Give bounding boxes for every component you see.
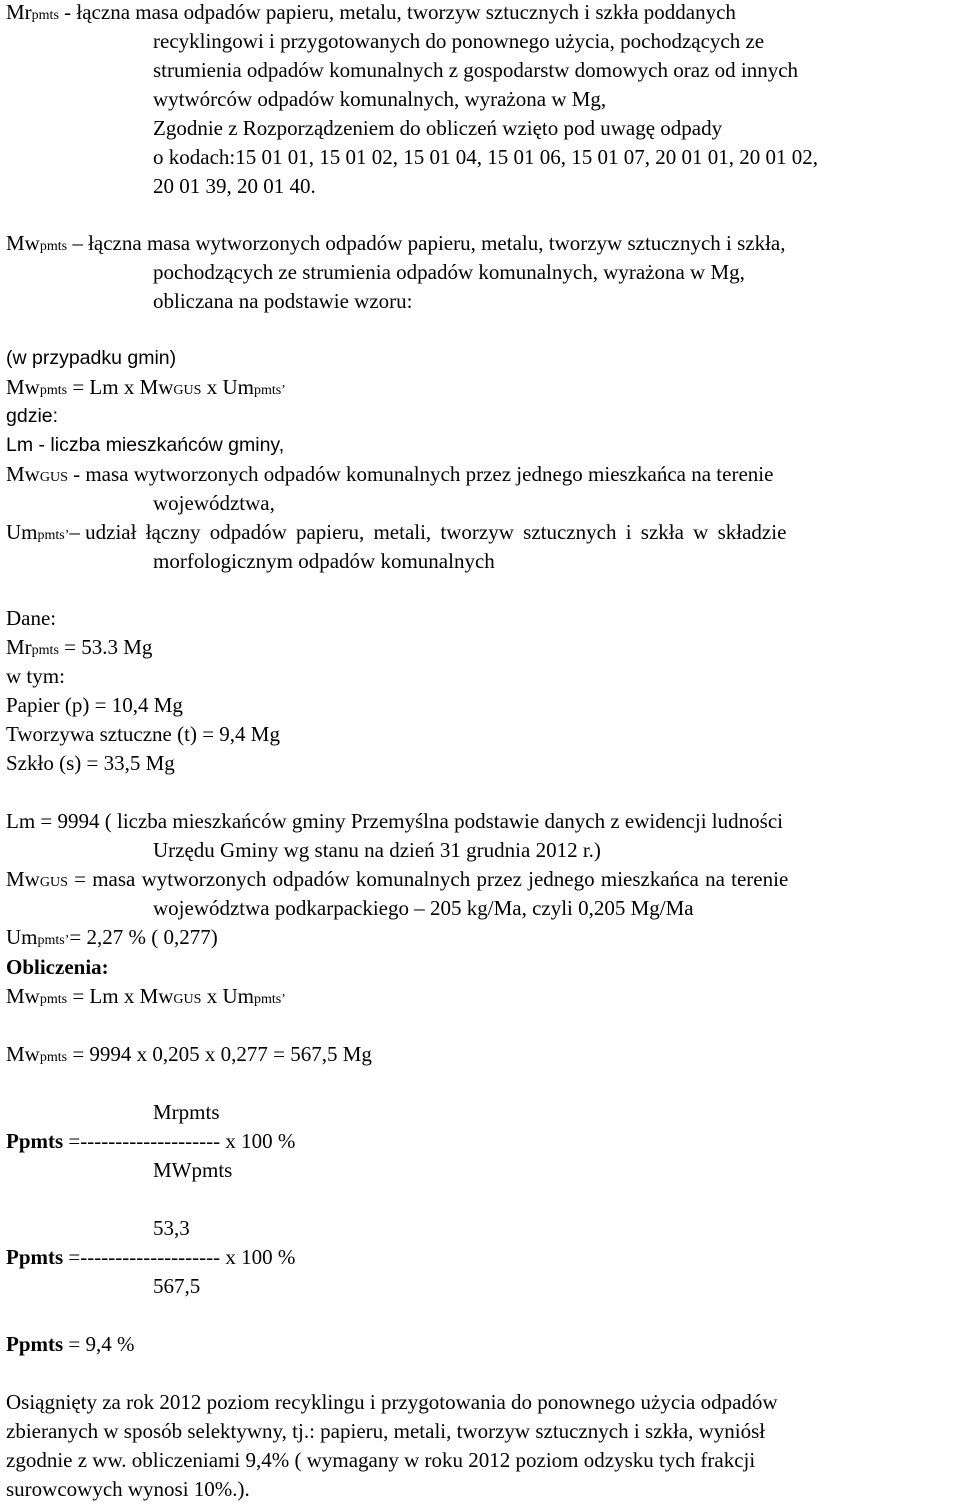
calc-formula	[6, 982, 286, 1014]
um-line-value: = 2,27 % ( 0,277)	[69, 925, 218, 949]
calc-result-value: = 9994 x 0,205 x 0,277 = 567,5 Mg	[67, 1042, 372, 1066]
def-mw-line-3: obliczana na podstawie wzoru:	[153, 289, 413, 313]
mwgus-text: - masa wytworzonych odpadów komunalnych przez jednego mieszkańca na terenie	[67, 462, 774, 486]
formula-mw: Mw	[6, 375, 40, 399]
um-line-sub: pmts’	[37, 933, 70, 948]
mwgus-symbol: Mw	[6, 462, 40, 486]
given-including: w tym:	[6, 664, 65, 688]
mw-subscript: pmts	[39, 239, 68, 254]
calc-result-mw: Mw	[6, 1042, 40, 1066]
case-label: (w przypadku gmin)	[6, 347, 177, 369]
lm-definition: Lm - liczba mieszkańców gminy,	[6, 434, 285, 456]
def-mr-line	[6, 0, 736, 30]
given-plastic: Tworzywa sztuczne (t) = 9,4 Mg	[6, 722, 280, 746]
mr-subscript: pmts	[31, 8, 59, 23]
final-label: Ppmts	[6, 1332, 64, 1356]
formula-gus-sub: GUS	[173, 383, 202, 398]
lm-line-cont: Urzędu Gminy wg stanu na dzień 31 grudnia 2012 r.)	[153, 838, 601, 862]
mw-dash: –	[72, 231, 83, 255]
given-mr-value: = 53.3 Mg	[58, 635, 153, 659]
um-symbol: Um	[6, 520, 38, 544]
frac2-line	[6, 1243, 295, 1272]
mr-definition: - łączna masa odpadów papieru, metalu, tworzyw sztucznych i szkła poddanych	[58, 0, 736, 24]
mw-definition: łączna masa wytworzonych odpadów papieru, metalu, tworzyw sztucznych i szkła,	[82, 231, 786, 255]
calc-result	[6, 1040, 372, 1072]
frac1-denominator: MWpmts	[153, 1158, 233, 1182]
formula-lm: = Lm x Mw	[67, 375, 174, 399]
frac1-bar: =-------------------- x 100 %	[63, 1129, 296, 1153]
calc-title-text: Obliczenia:	[6, 955, 109, 979]
mwgus-line-symbol: Mw	[6, 867, 40, 891]
given-title: Dane:	[6, 606, 57, 630]
frac2-label: Ppmts	[6, 1245, 64, 1269]
mwgus-definition	[6, 460, 773, 492]
given-mr-symbol: Mr	[6, 635, 32, 659]
mwgus-line-cont: województwa podkarpackiego – 205 kg/Ma, czyli 0,205 Mg/Ma	[153, 896, 694, 920]
frac1-numerator: Mrpmts	[153, 1100, 220, 1124]
where-label: gdzie:	[6, 405, 59, 427]
mr-symbol: Mr	[6, 0, 32, 24]
mwgus-line-sub: GUS	[39, 875, 68, 890]
mw-symbol: Mw	[6, 231, 40, 255]
um-line	[6, 923, 218, 955]
calc-result-sub: pmts	[39, 1050, 68, 1065]
mwgus-definition-cont: województwa,	[153, 491, 275, 515]
final-value: = 9,4 %	[63, 1332, 135, 1356]
mwgus-line	[6, 865, 788, 897]
frac1-line	[6, 1127, 295, 1156]
mwgus-line-text: = masa wytworzonych odpadów komunalnych przez jednego mieszkańca na terenie	[67, 867, 789, 891]
conclusion-line-1: Osiągnięty za rok 2012 poziom recyklingu i przygotowania do ponownego użycia odpadów	[6, 1390, 778, 1414]
mwgus-sub: GUS	[39, 470, 68, 485]
calc-formula-lm: = Lm x Mw	[67, 984, 174, 1008]
frac2-denominator: 567,5	[153, 1274, 201, 1298]
given-mr	[6, 633, 152, 665]
calc-formula-um: x Um	[201, 984, 254, 1008]
calc-formula-um-sub: pmts’	[253, 992, 286, 1007]
def-mr-line-4: wytwórców odpadów komunalnych, wyrażona w Mg,	[153, 87, 607, 111]
conclusion-line-4: surowcowych wynosi 10%.).	[6, 1477, 250, 1501]
frac2-bar: =-------------------- x 100 %	[63, 1245, 296, 1269]
def-mr-line-2: recyklingowi i przygotowanych do ponownego użycia, pochodzących ze	[153, 29, 765, 53]
um-dash: –	[69, 520, 86, 544]
formula-um-sub: pmts’	[253, 383, 286, 398]
frac2-numerator: 53,3	[153, 1216, 190, 1240]
um-sub: pmts’	[37, 528, 70, 543]
given-glass: Szkło (s) = 33,5 Mg	[6, 751, 175, 775]
calc-title	[6, 953, 109, 982]
frac1-label: Ppmts	[6, 1129, 64, 1153]
calc-formula-gus-sub: GUS	[173, 992, 202, 1007]
calc-formula-mw-sub: pmts	[39, 992, 68, 1007]
formula-mw-sub: pmts	[39, 383, 68, 398]
given-mr-sub: pmts	[31, 643, 59, 658]
def-mw-line	[6, 229, 786, 261]
final-result	[6, 1330, 135, 1359]
given-paper: Papier (p) = 10,4 Mg	[6, 693, 183, 717]
lm-line: Lm = 9994 ( liczba mieszkańców gminy Przemyślna podstawie danych z ewidencji ludności	[6, 809, 783, 833]
um-definition	[6, 518, 786, 550]
def-mr-line-5: Zgodnie z Rozporządzeniem do obliczeń wzięto pod uwagę odpady	[153, 116, 723, 140]
conclusion-line-3: zgodnie z ww. obliczeniami 9,4% ( wymagany w roku 2012 poziom odzysku tych frakcji	[6, 1448, 756, 1472]
formula-um: x Um	[201, 375, 254, 399]
def-mw-line-2: pochodzących ze strumienia odpadów komunalnych, wyrażona w Mg,	[153, 260, 745, 284]
formula-line	[6, 373, 286, 405]
conclusion-line-2: zbieranych w sposób selektywny, tj.: papieru, metali, tworzyw sztucznych i szkła, wyniósł	[6, 1419, 766, 1443]
um-text: udział łączny odpadów papieru, metali, tworzyw sztucznych i szkła w składzie	[85, 520, 787, 544]
def-mr-line-7: 20 01 39, 20 01 40.	[153, 174, 316, 198]
um-definition-cont: morfologicznym odpadów komunalnych	[153, 549, 495, 573]
um-line-symbol: Um	[6, 925, 38, 949]
calc-formula-mw: Mw	[6, 984, 40, 1008]
def-mr-line-6: o kodach:15 01 01, 15 01 02, 15 01 04, 15 01 06, 15 01 07, 20 01 01, 20 01 02,	[153, 145, 818, 169]
def-mr-line-3: strumienia odpadów komunalnych z gospodarstw domowych oraz od innych	[153, 58, 799, 82]
